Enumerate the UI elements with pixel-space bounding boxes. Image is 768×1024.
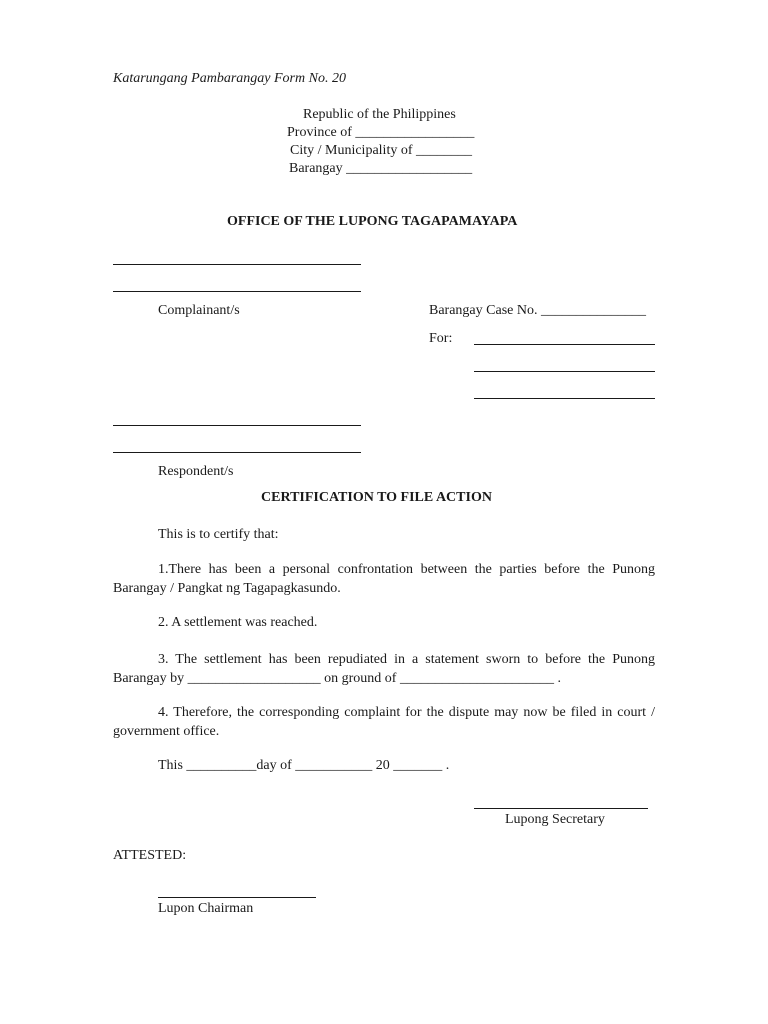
office-title: OFFICE OF THE LUPONG TAGAPAMAYAPA	[227, 214, 518, 229]
for-line-2	[474, 371, 655, 372]
for-line-3	[474, 398, 655, 399]
republic-line: Republic of the Philippines	[303, 107, 456, 122]
case-number: Barangay Case No. _______________	[429, 303, 646, 318]
form-label: Katarungang Pambarangay Form No. 20	[113, 71, 346, 86]
certification-title: CERTIFICATION TO FILE ACTION	[261, 490, 492, 505]
for-label: For:	[429, 331, 453, 346]
item-2: 2. A settlement was reached.	[158, 615, 318, 630]
respondent-line-2	[113, 452, 361, 453]
item-4: 4. Therefore, the corresponding complaint for the dispute may now be filed in court / government office.	[113, 705, 655, 739]
date-line: This __________day of ___________ 20 _______ .	[158, 758, 450, 773]
city-line: City / Municipality of ________	[290, 143, 472, 158]
respondent-line-1	[113, 425, 361, 426]
complainant-label: Complainant/s	[158, 303, 240, 318]
chairman-signature-line	[158, 897, 316, 898]
complainant-line-2	[113, 291, 361, 292]
province-line: Province of _________________	[287, 125, 475, 140]
intro-text: This is to certify that:	[158, 527, 279, 542]
secretary-signature-line	[474, 808, 648, 809]
item-3: 3. The settlement has been repudiated in a statement sworn to before the Punong Barangay by ___________________ on ground of ______________________ .	[113, 652, 655, 686]
barangay-line: Barangay __________________	[289, 161, 473, 176]
item-1: 1.There has been a personal confrontation between the parties before the Punong Barangay / Pangkat ng Tagapagkasundo.	[113, 562, 655, 596]
for-line-1	[474, 344, 655, 345]
complainant-line-1	[113, 264, 361, 265]
secretary-label: Lupong Secretary	[505, 812, 605, 827]
respondent-label: Respondent/s	[158, 464, 234, 479]
chairman-label: Lupon Chairman	[158, 901, 254, 916]
attested-label: ATTESTED:	[113, 848, 187, 863]
